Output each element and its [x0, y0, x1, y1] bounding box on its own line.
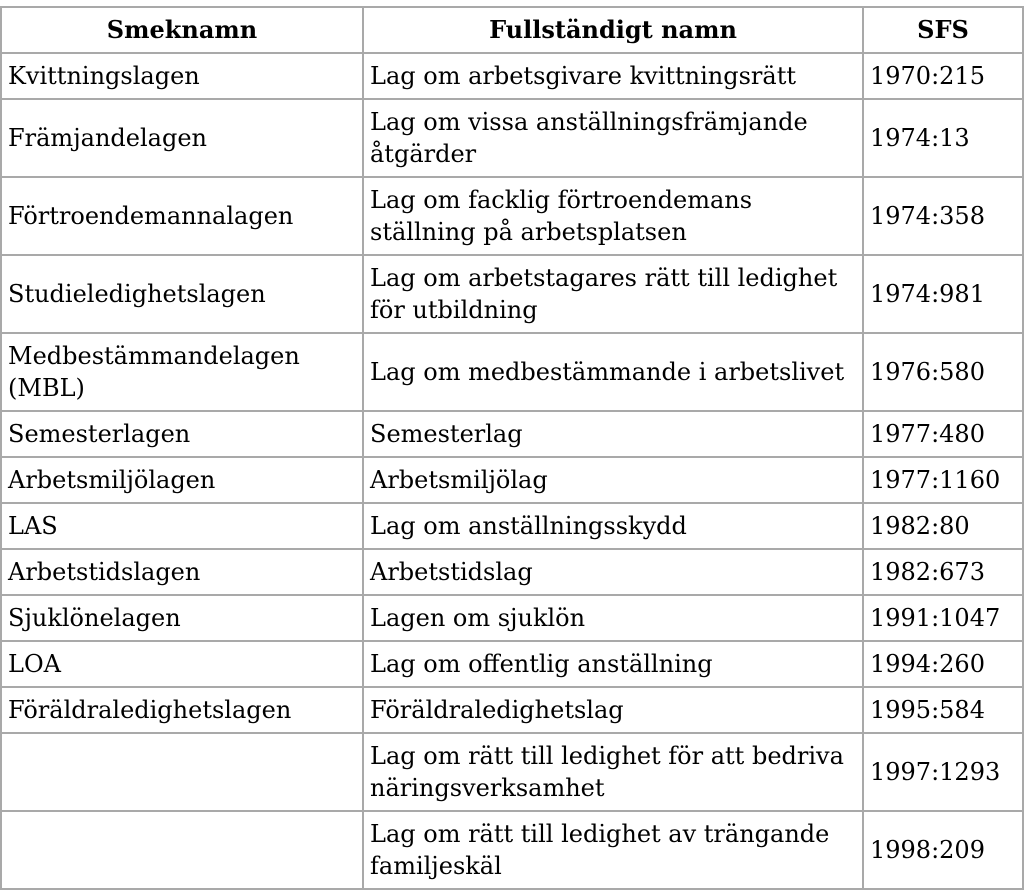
table-row [1, 549, 1023, 595]
cell-sfs: 1982:673 [863, 549, 1023, 595]
cell-nickname [1, 733, 363, 811]
table-row [1, 811, 1023, 889]
table-row [1, 503, 1023, 549]
cell-sfs: 1977:1160 [863, 457, 1023, 503]
cell-full-name: Lag om facklig förtroendemans ställning på arbetsplatsen [363, 177, 863, 255]
cell-nickname: Förtroendemannalagen [1, 177, 363, 255]
cell-full-name: Lagen om sjuklön [363, 595, 863, 641]
cell-sfs: 1974:981 [863, 255, 1023, 333]
cell-nickname: Kvittningslagen [1, 53, 363, 99]
table-row [1, 255, 1023, 333]
header-full-name: Fullständigt namn [363, 7, 863, 53]
cell-nickname: Arbetsmiljölagen [1, 457, 363, 503]
cell-sfs: 1977:480 [863, 411, 1023, 457]
cell-nickname: Arbetstidslagen [1, 549, 363, 595]
cell-sfs: 1970:215 [863, 53, 1023, 99]
cell-full-name: Föräldraledighetslag [363, 687, 863, 733]
cell-sfs: 1995:584 [863, 687, 1023, 733]
header-sfs: SFS [863, 7, 1023, 53]
cell-sfs: 1994:260 [863, 641, 1023, 687]
table-row [1, 457, 1023, 503]
table-header-row [1, 7, 1023, 53]
laws-table [0, 6, 1024, 890]
header-nickname: Smeknamn [1, 7, 363, 53]
table-row [1, 177, 1023, 255]
cell-sfs: 1976:580 [863, 333, 1023, 411]
table-row [1, 99, 1023, 177]
cell-nickname: LAS [1, 503, 363, 549]
cell-nickname: Studieledighetslagen [1, 255, 363, 333]
cell-nickname [1, 811, 363, 889]
cell-full-name: Semesterlag [363, 411, 863, 457]
cell-sfs: 1974:358 [863, 177, 1023, 255]
cell-nickname: Semesterlagen [1, 411, 363, 457]
cell-full-name: Lag om arbetsgivare kvittningsrätt [363, 53, 863, 99]
table-row [1, 595, 1023, 641]
table-row [1, 641, 1023, 687]
table-row [1, 333, 1023, 411]
cell-nickname: Föräldraledighetslagen [1, 687, 363, 733]
cell-sfs: 1998:209 [863, 811, 1023, 889]
cell-full-name: Lag om rätt till ledighet för att bedriva näringsverksamhet [363, 733, 863, 811]
table-row [1, 411, 1023, 457]
cell-nickname: Medbestämmandelagen (MBL) [1, 333, 363, 411]
cell-full-name: Lag om rätt till ledighet av trängande familjeskäl [363, 811, 863, 889]
cell-full-name: Lag om medbestämmande i arbetslivet [363, 333, 863, 411]
cell-full-name: Lag om arbetstagares rätt till ledighet för utbildning [363, 255, 863, 333]
cell-nickname: Främjandelagen [1, 99, 363, 177]
cell-full-name: Arbetsmiljölag [363, 457, 863, 503]
cell-full-name: Lag om offentlig anställning [363, 641, 863, 687]
cell-full-name: Lag om vissa anställningsfrämjande åtgärder [363, 99, 863, 177]
cell-sfs: 1982:80 [863, 503, 1023, 549]
cell-full-name: Lag om anställningsskydd [363, 503, 863, 549]
cell-nickname: Sjuklönelagen [1, 595, 363, 641]
table-row [1, 53, 1023, 99]
cell-nickname: LOA [1, 641, 363, 687]
table-row [1, 733, 1023, 811]
cell-sfs: 1997:1293 [863, 733, 1023, 811]
cell-sfs: 1991:1047 [863, 595, 1023, 641]
cell-sfs: 1974:13 [863, 99, 1023, 177]
cell-full-name: Arbetstidslag [363, 549, 863, 595]
table-row [1, 687, 1023, 733]
